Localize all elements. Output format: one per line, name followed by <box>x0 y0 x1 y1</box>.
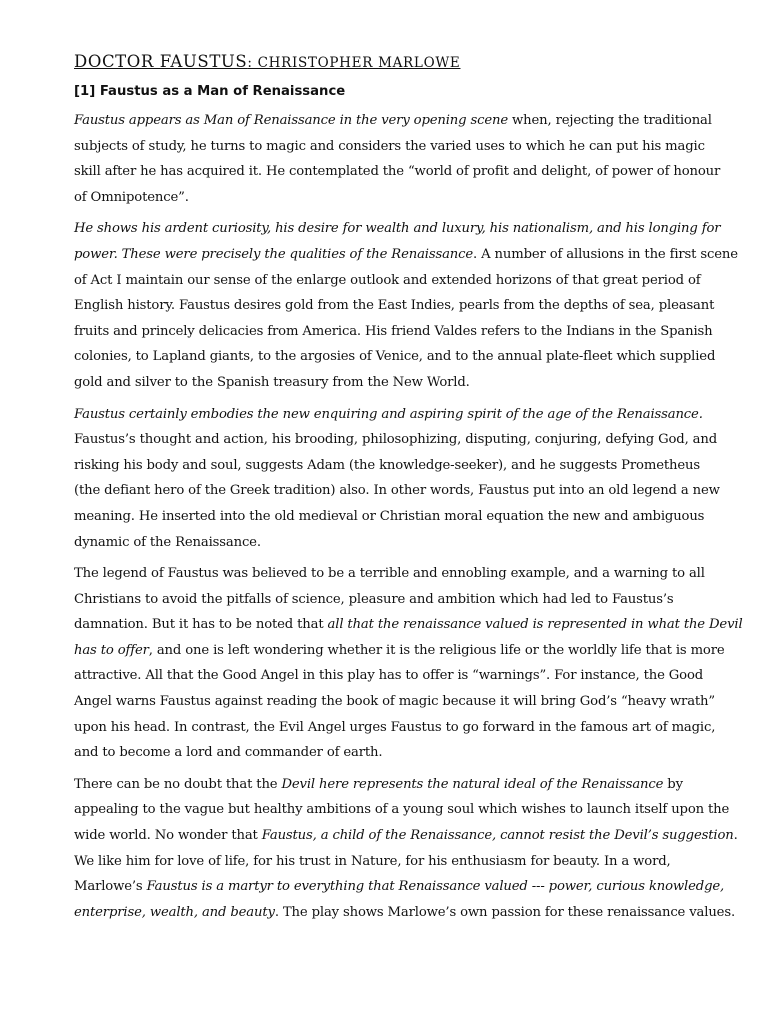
text-run: , and one is left wondering whether it is the religious life or the worldly life that is more <box>148 642 725 658</box>
text-run: . A number of allusions in the first scene <box>473 246 738 262</box>
text-run: The legend of Faustus was believed to be a terrible and ennobling example, and a warning to all <box>74 566 705 582</box>
body-text <box>74 108 743 925</box>
italic-text: all that the renaissance valued is represented in what the Devil <box>327 617 743 633</box>
text-run: Angel warns Faustus against reading the book of magic because it will bring God’s “heavy wrath” <box>74 694 715 710</box>
text-run: gold and silver to the Spanish treasury from the New World. <box>74 374 470 390</box>
text-line <box>74 293 730 319</box>
text-line <box>74 242 738 268</box>
text-run: risking his body and soul, suggests Adam (the knowledge-seeker), and he suggests Prometheus <box>74 457 700 473</box>
text-run: Marlowe’s <box>74 879 147 895</box>
text-line <box>74 159 730 185</box>
italic-text: power. These were precisely the qualities of the Renaissance <box>74 246 474 262</box>
text-line <box>74 402 730 428</box>
text-line <box>74 823 738 849</box>
italic-text: enterprise, wealth, and beauty <box>74 904 275 920</box>
text-run: when, rejecting the traditional <box>508 113 712 128</box>
text-line <box>74 900 735 926</box>
italic-text: Devil here represents the natural ideal of the Renaissance <box>281 776 664 792</box>
text-run: There can be no doubt that the <box>74 776 282 792</box>
text-line <box>74 874 730 900</box>
text-run: wide world. No wonder that <box>74 828 262 844</box>
text-line <box>74 370 730 396</box>
text-run: by <box>663 776 683 792</box>
italic-text: Faustus is a martyr to everything that Renaissance valued --- power, curious knowledge, <box>146 879 725 895</box>
text-line <box>74 663 730 689</box>
text-line <box>74 638 730 664</box>
text-line <box>74 427 730 453</box>
text-run: appealing to the vague but healthy ambitions of a young soul which wishes to launch itself upon the <box>74 802 730 818</box>
text-line <box>74 268 730 294</box>
text-run: skill after he has acquired it. He contemplated the “world of profit and delight, of power of honour <box>74 164 721 180</box>
text-run: upon his head. In contrast, the Evil Angel urges Faustus to go forward in the famous art of magic, <box>74 719 716 735</box>
text-line <box>74 216 730 242</box>
paragraph <box>74 561 743 766</box>
text-line <box>74 797 730 823</box>
text-line <box>74 504 730 530</box>
section-heading: [1] Faustus as a Man of Renaissance <box>74 84 346 99</box>
text-run: We like him for love of life, for his trust in Nature, for his enthusiasm for beauty. In a word, <box>74 853 671 869</box>
paragraph <box>74 108 730 210</box>
text-run: attractive. All that the Good Angel in this play has to offer is “warnings”. For instance, the Good <box>74 668 704 684</box>
text-line <box>74 344 730 370</box>
text-run: fruits and princely delicacies from America. His friend Valdes refers to the Indians in the Spanish <box>74 323 713 339</box>
text-line <box>74 134 730 160</box>
italic-text: Faustus, a child of the Renaissance, cannot resist the Devil’s suggestion <box>261 828 734 844</box>
text-run: (the defiant hero of the Greek tradition) also. In other words, Faustus put into an old legend a new <box>74 483 720 499</box>
text-run: subjects of study, he turns to magic and considers the varied uses to which he can put his magic <box>74 138 705 154</box>
text-line <box>74 561 730 587</box>
text-run: English history. Faustus desires gold from the East Indies, pearls from the depths of sea, pleasant <box>74 298 715 314</box>
text-run: of Act I maintain our sense of the enlarge outlook and extended horizons of that great period of <box>74 272 701 288</box>
text-run: Faustus’s thought and action, his brooding, philosophizing, disputing, conjuring, defying God, and <box>74 432 718 448</box>
text-line <box>74 478 730 504</box>
paragraph <box>74 216 738 395</box>
text-line <box>74 587 730 613</box>
text-line <box>74 689 730 715</box>
text-run: and to become a lord and commander of earth. <box>74 745 383 761</box>
text-run: . The play shows Marlowe’s own passion for these renaissance values. <box>274 904 735 920</box>
text-run: . <box>733 828 738 844</box>
text-run: of Omnipotence”. <box>74 189 189 205</box>
text-line <box>74 612 743 638</box>
text-run: Christians to avoid the pitfalls of science, pleasure and ambition which had led to Faustus’s <box>74 591 674 607</box>
text-line <box>74 185 730 211</box>
title-main: DOCTOR FAUSTUS <box>74 52 248 71</box>
text-run: damnation. But it has to be noted that <box>74 617 328 633</box>
italic-text: Faustus certainly embodies the new enquiring and aspiring spirit of the age of the Renaissance. <box>74 406 703 422</box>
paragraph <box>74 402 730 556</box>
text-line <box>74 740 730 766</box>
text-run: meaning. He inserted into the old medieval or Christian moral equation the new and ambiguous <box>74 508 705 524</box>
text-line <box>74 715 730 741</box>
text-line <box>74 530 730 556</box>
italic-text: He shows his ardent curiosity, his desire for wealth and luxury, his nationalism, and his longing for <box>74 221 721 237</box>
title-author: : CHRISTOPHER MARLOWE <box>247 55 461 71</box>
text-line <box>74 849 730 875</box>
italic-text: Faustus appears as Man of Renaissance in the very opening scene <box>74 113 508 128</box>
text-line <box>74 772 730 798</box>
text-line <box>74 108 730 134</box>
text-line <box>74 319 730 345</box>
paragraph <box>74 772 738 926</box>
text-run: colonies, to Lapland giants, to the argosies of Venice, and to the annual plate-fleet which supplied <box>74 349 716 365</box>
document-title <box>74 49 730 76</box>
text-run: dynamic of the Renaissance. <box>74 534 261 550</box>
text-line <box>74 453 730 479</box>
italic-text: has to offer <box>74 642 149 658</box>
